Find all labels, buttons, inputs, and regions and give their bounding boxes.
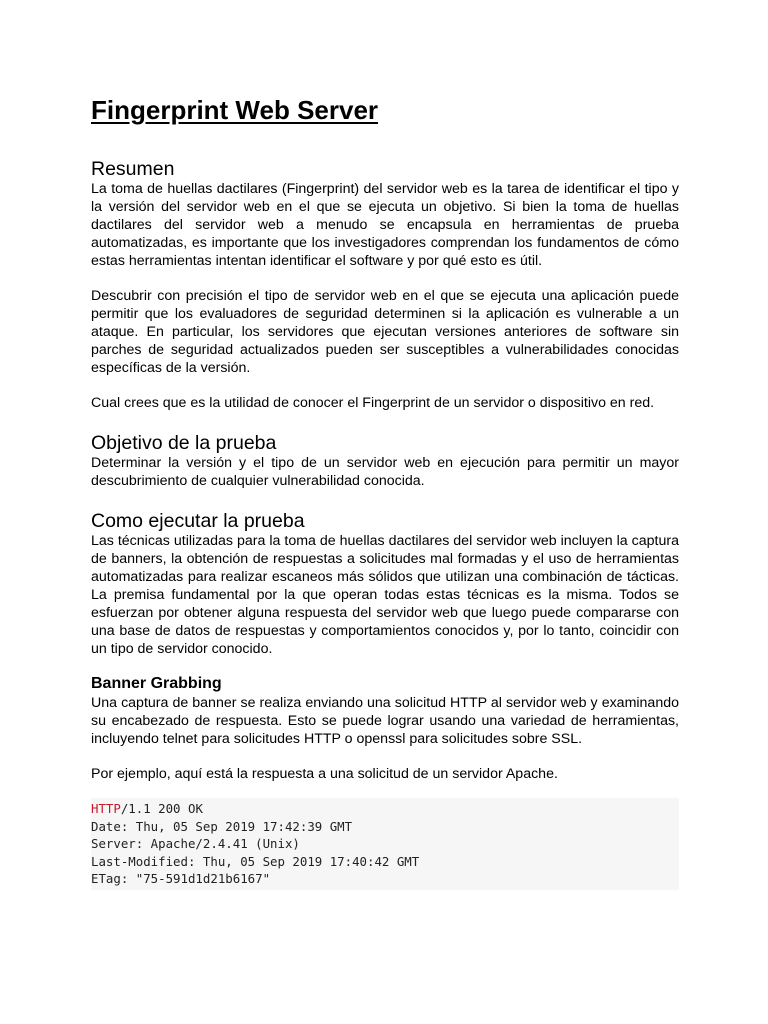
resumen-paragraph-3: Cual crees que es la utilidad de conocer el Fingerprint de un servidor o dispositivo en red. xyxy=(91,395,655,411)
resumen-paragraph-1: La toma de huellas dactilares (Fingerprint) del servidor web es la tarea de identificar el tipo y la versión del servidor web en el que se ejecuta un objetivo. Si bien la toma de huellas dactilares del servidor web a menudo se encapsula en herramientas de prueba automatizadas, es importante que los investigadores comprendan los fundamentos de cómo estas herramientas intentan identificar el software y por qué esto es útil. xyxy=(91,181,679,269)
banner-paragraph-1: Una captura de banner se realiza enviando una solicitud HTTP al servidor web y examinando su encabezado de respuesta. Esto se puede lograr usando una variedad de herramientas, incluyendo telnet para solicitudes HTTP o openssl para solicitudes sobre SSL. xyxy=(91,695,679,747)
code-line-status xyxy=(91,800,679,818)
section-heading-ejecutar: Como ejecutar la prueba xyxy=(91,510,305,532)
document-page xyxy=(91,92,679,890)
http-response-code-block xyxy=(91,798,679,890)
code-line-date: Date: Thu, 05 Sep 2019 17:42:39 GMT xyxy=(91,818,353,834)
section-heading-resumen: Resumen xyxy=(91,158,175,180)
code-line-server: Server: Apache/2.4.41 (Unix) xyxy=(91,836,300,852)
section-heading-objetivo: Objetivo de la prueba xyxy=(91,432,277,454)
resumen-paragraph-2: Descubrir con precisión el tipo de servidor web en el que se ejecuta una aplicación puede permitir que los evaluadores de seguridad determinen si la aplicación es vulnerable a un ataque. En particular, los servidores que ejecutan versiones anteriores de software sin parches de seguridad actualizados pueden ser susceptibles a vulnerabilidades conocidas específicas de la versión. xyxy=(91,288,679,376)
code-status-rest: /1.1 200 OK xyxy=(120,801,203,816)
code-line-etag: ETag: "75-591d1d21b6167" xyxy=(91,871,271,887)
document-title: Fingerprint Web Server xyxy=(91,95,379,125)
code-line-last-modified: Last-Modified: Thu, 05 Sep 2019 17:40:42 GMT xyxy=(91,853,420,869)
objetivo-paragraph-1: Determinar la versión y el tipo de un servidor web en ejecución para permitir un mayor descubrimiento de cualquier vulnerabilidad conocida. xyxy=(91,455,679,489)
code-keyword-http: HTTP xyxy=(91,801,121,816)
ejecutar-paragraph-1: Las técnicas utilizadas para la toma de huellas dactilares del servidor web incluyen la captura de banners, la obtención de respuestas a solicitudes mal formadas y el uso de herramientas automatizadas para realizar escaneos más sólidos que utilizan una combinación de tácticas. La premisa fundamental por la que operan todas estas técnicas es la misma. Todos se esfuerzan por obtener alguna respuesta del servidor web que luego puede compararse con una base de datos de respuestas y comportamientos conocidos y, por lo tanto, coincidir con un tipo de servidor conocido. xyxy=(91,533,679,657)
banner-paragraph-2: Por ejemplo, aquí está la respuesta a una solicitud de un servidor Apache. xyxy=(91,766,558,782)
subsection-heading-banner: Banner Grabbing xyxy=(91,675,222,692)
